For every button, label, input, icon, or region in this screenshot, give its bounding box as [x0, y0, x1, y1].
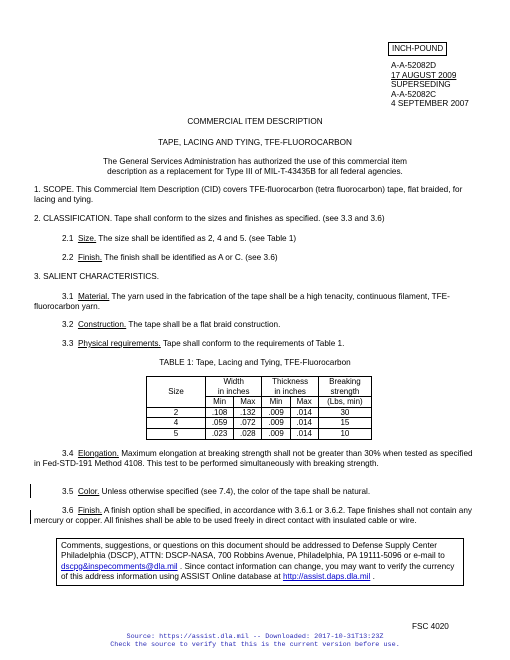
section-3-4-text: Maximum elongation at breaking strength shall not be greater than 30% when tested as specified in Fed-STD-191 Method 4108. This test to be performed simultaneously with breaking strength.	[34, 449, 473, 469]
table-header-width: Width	[206, 377, 262, 387]
section-3-6	[34, 506, 478, 526]
table-cell: .028	[234, 428, 262, 439]
section-3-4-num: 3.4	[62, 449, 74, 458]
document-subject: TAPE, LACING AND TYING, TFE-FLUOROCARBON	[158, 138, 352, 147]
section-2-2-text: The finish shall be identified as A or C. (see 3.6)	[102, 253, 278, 262]
section-3-3	[62, 339, 482, 349]
change-bar	[30, 510, 31, 524]
table-cell: .023	[206, 428, 234, 439]
section-3-5	[62, 487, 482, 497]
table-cell: 15	[318, 418, 371, 429]
section-2-1	[62, 234, 482, 244]
section-3-6-text: A finish option shall be specified, in accordance with 3.6.1 or 3.6.2. Tape finishes shall not contain any mercury or copper. All finishes shall be able to be used freely in direct contact with insulated cable or wire.	[34, 506, 472, 526]
section-3-3-heading: Physical requirements.	[77, 339, 161, 348]
table-header-breaking: Breaking	[318, 377, 371, 387]
section-3-4-heading: Elongation.	[77, 449, 119, 458]
table-cell: .132	[234, 407, 262, 418]
section-3-3-text: Tape shall conform to the requirements of Table 1.	[160, 339, 345, 348]
section-3-1-heading: Material.	[77, 292, 110, 301]
table-header-thickness: Thickness	[262, 377, 318, 387]
table-cell: 10	[318, 428, 371, 439]
change-bar	[30, 484, 31, 498]
section-3-2-text: The tape shall be a flat braid construction.	[126, 320, 281, 329]
source-footer	[0, 633, 510, 649]
previous-doc-id: A-A-52082C	[391, 89, 437, 99]
section-2-1-num: 2.1	[62, 234, 74, 243]
superseding-label: SUPERSEDING	[391, 80, 451, 89]
comments-text-2: . Since contact information can change, you may want to verify the currency of this address information using ASSIST Online database at	[61, 561, 455, 582]
table-row	[147, 428, 372, 439]
fsc-code: FSC 4020	[412, 622, 449, 631]
section-3-3-num: 3.3	[62, 339, 74, 348]
section-3-1-num: 3.1	[62, 292, 74, 301]
intro-paragraph	[0, 157, 510, 177]
intro-line-2: description as a replacement for Type III of MIL-T-43435B for all federal agencies.	[107, 167, 403, 177]
table-cell: .014	[290, 407, 318, 418]
source-line-2: Check the source to verify that this is the current version before use.	[110, 641, 400, 649]
table-header-thickness-units: in inches	[262, 387, 318, 397]
section-2-2-heading: Finish.	[77, 253, 103, 262]
classification-paragraph: 2. CLASSIFICATION. Tape shall conform to the sizes and finishes as specified. (see 3.3 and 3.6)	[34, 214, 385, 223]
scope-paragraph: 1. SCOPE. This Commercial Item Description (CID) covers TFE-fluorocarbon (tetra fluorocarbon) tape, flat braided, for lacing and tying.	[34, 185, 463, 205]
doc-id: A-A-52082D	[391, 61, 437, 70]
section-2-1-text: The size shall be identified as 2, 4 and 5. (see Table 1)	[96, 234, 297, 243]
table-cell: .014	[290, 428, 318, 439]
comments-email-link[interactable]: dscpg&inspecomments@dla.mil	[61, 561, 178, 571]
table-cell: .009	[262, 407, 290, 418]
table-header-width-min: Min	[206, 397, 234, 408]
table-caption: TABLE 1: Tape, Lacing and Tying, TFE-Fluorocarbon	[159, 358, 351, 367]
section-2-1-heading: Size.	[77, 234, 97, 243]
table-cell: .014	[290, 418, 318, 429]
comments-text-3: .	[370, 572, 375, 582]
table-cell: .009	[262, 428, 290, 439]
table-header-breaking-strength: strength	[318, 387, 371, 397]
salient-heading: 3. SALIENT CHARACTERISTICS.	[34, 272, 159, 281]
previous-doc-date: 4 SEPTEMBER 2007	[391, 99, 469, 108]
section-3-1-text: The yarn used in the fabrication of the tape shall be a high tenacity, continuous filament, TFE-fluorocarbon yarn.	[34, 292, 450, 312]
assist-online-link[interactable]: http://assist.daps.dla.mil	[282, 572, 371, 582]
table-cell: 2	[147, 407, 206, 418]
table-header-width-units: in inches	[206, 387, 262, 397]
doc-date: 17 AUGUST 2009	[391, 70, 457, 80]
section-3-6-heading: Finish.	[77, 506, 103, 515]
document-header	[391, 61, 469, 109]
section-3-2	[62, 320, 482, 330]
section-3-1	[34, 292, 478, 312]
comments-text-1: Comments, suggestions, or questions on this document should be addressed to Defense Supply Center Philadelphia (DSCP), ATTN: DSCP-NASA, 700 Robbins Avenue, Philadelphia, PA 19111-5096 or e-mail to	[61, 541, 445, 561]
section-3-6-num: 3.6	[62, 506, 74, 515]
comments-box	[56, 538, 464, 586]
section-3-5-heading: Color.	[77, 487, 100, 496]
section-3-5-num: 3.5	[62, 487, 74, 496]
table-cell: .072	[234, 418, 262, 429]
table-header-thickness-min: Min	[262, 397, 290, 408]
table-cell: .108	[206, 407, 234, 418]
table-header-thickness-max: Max	[290, 397, 318, 408]
section-3-5-text: Unless otherwise specified (see 7.4), the color of the tape shall be natural.	[99, 487, 371, 496]
source-line-1: Source: https://assist.dla.mil -- Downloaded: 2017-10-31T13:23Z	[126, 633, 384, 641]
inch-pound-label: INCH-POUND	[392, 44, 444, 53]
table-1	[146, 376, 372, 440]
table-header-lbs: (Lbs, min)	[318, 397, 371, 408]
section-3-2-num: 3.2	[62, 320, 74, 329]
table-row	[147, 407, 372, 418]
intro-line-1: The General Services Administration has authorized the use of this commercial item	[103, 157, 407, 166]
section-3-4	[34, 449, 478, 469]
table-cell: 4	[147, 418, 206, 429]
section-3-2-heading: Construction.	[77, 320, 127, 329]
section-2-2	[62, 253, 482, 263]
table-row	[147, 418, 372, 429]
table-cell: 30	[318, 407, 371, 418]
document-title: COMMERCIAL ITEM DESCRIPTION	[187, 117, 323, 126]
inch-pound-box	[388, 42, 447, 56]
table-header-size: Size	[147, 377, 206, 408]
section-2-2-num: 2.2	[62, 253, 74, 262]
table-header-width-max: Max	[234, 397, 262, 408]
table-cell: .059	[206, 418, 234, 429]
table-cell: .009	[262, 418, 290, 429]
table-cell: 5	[147, 428, 206, 439]
